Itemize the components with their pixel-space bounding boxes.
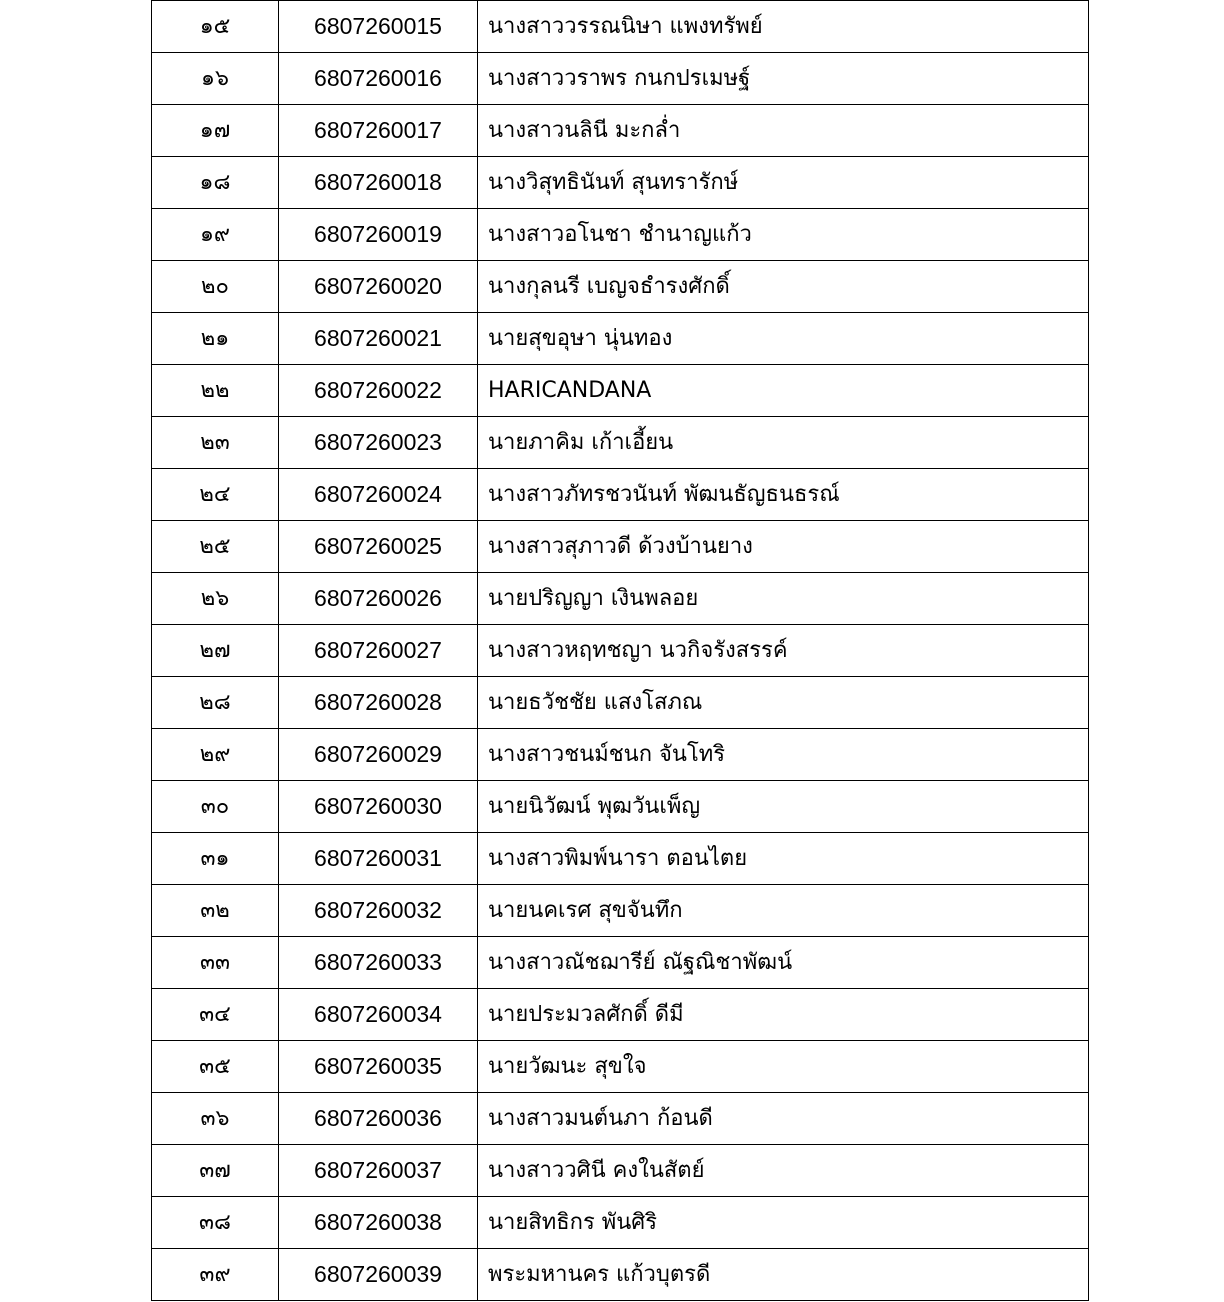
row-number-cell: ๒๖ bbox=[152, 573, 279, 625]
student-id-cell: 6807260038 bbox=[279, 1197, 478, 1249]
row-number-cell: ๒๕ bbox=[152, 521, 279, 573]
row-number-cell: ๑๖ bbox=[152, 53, 279, 105]
full-name-cell: นางสาวณัชฌารีย์ ณัฐณิชาพัฒน์ bbox=[478, 937, 1089, 989]
student-id-cell: 6807260032 bbox=[279, 885, 478, 937]
table-row bbox=[152, 937, 1089, 989]
full-name-cell: นางสาวพิมพ์นารา ตอนไตย bbox=[478, 833, 1089, 885]
row-number-cell: ๓๕ bbox=[152, 1041, 279, 1093]
full-name-cell: นายสุขอุษา นุ่นทอง bbox=[478, 313, 1089, 365]
table-row bbox=[152, 365, 1089, 417]
row-number-cell: ๓๖ bbox=[152, 1093, 279, 1145]
student-id-cell: 6807260037 bbox=[279, 1145, 478, 1197]
table-row bbox=[152, 53, 1089, 105]
row-number-cell: ๒๓ bbox=[152, 417, 279, 469]
row-number-cell: ๒๙ bbox=[152, 729, 279, 781]
full-name-cell: นางวิสุทธินันท์ สุนทรารักษ์ bbox=[478, 157, 1089, 209]
student-id-cell: 6807260039 bbox=[279, 1249, 478, 1301]
full-name-cell: นางกุลนรี เบญจธำรงศักดิ์ bbox=[478, 261, 1089, 313]
table-row bbox=[152, 1197, 1089, 1249]
full-name-cell: นายวัฒนะ สุขใจ bbox=[478, 1041, 1089, 1093]
student-id-cell: 6807260031 bbox=[279, 833, 478, 885]
full-name-cell: HARICANDANA bbox=[478, 365, 1089, 417]
table-row bbox=[152, 157, 1089, 209]
row-number-cell: ๒๐ bbox=[152, 261, 279, 313]
full-name-cell: นายภาคิม เก้าเอี้ยน bbox=[478, 417, 1089, 469]
student-id-cell: 6807260019 bbox=[279, 209, 478, 261]
table-row bbox=[152, 261, 1089, 313]
participant-table-body bbox=[152, 1, 1089, 1301]
student-id-cell: 6807260022 bbox=[279, 365, 478, 417]
full-name-cell: พระมหานคร แก้วบุตรดี bbox=[478, 1249, 1089, 1301]
full-name-cell: นางสาวชนม์ชนก จันโทริ bbox=[478, 729, 1089, 781]
full-name-cell: นายนคเรศ สุขจันทึก bbox=[478, 885, 1089, 937]
student-id-cell: 6807260035 bbox=[279, 1041, 478, 1093]
table-row bbox=[152, 885, 1089, 937]
full-name-cell: นายปริญญา เงินพลอย bbox=[478, 573, 1089, 625]
student-id-cell: 6807260034 bbox=[279, 989, 478, 1041]
row-number-cell: ๒๔ bbox=[152, 469, 279, 521]
student-id-cell: 6807260015 bbox=[279, 1, 478, 53]
row-number-cell: ๓๗ bbox=[152, 1145, 279, 1197]
table-row bbox=[152, 781, 1089, 833]
full-name-cell: นางสาวสุภาวดี ด้วงบ้านยาง bbox=[478, 521, 1089, 573]
row-number-cell: ๒๑ bbox=[152, 313, 279, 365]
full-name-cell: นางสาววศินี คงในสัตย์ bbox=[478, 1145, 1089, 1197]
row-number-cell: ๑๙ bbox=[152, 209, 279, 261]
student-id-cell: 6807260033 bbox=[279, 937, 478, 989]
student-id-cell: 6807260023 bbox=[279, 417, 478, 469]
student-id-cell: 6807260021 bbox=[279, 313, 478, 365]
table-row bbox=[152, 1093, 1089, 1145]
student-id-cell: 6807260025 bbox=[279, 521, 478, 573]
table-row bbox=[152, 313, 1089, 365]
student-id-cell: 6807260029 bbox=[279, 729, 478, 781]
row-number-cell: ๑๘ bbox=[152, 157, 279, 209]
table-row bbox=[152, 521, 1089, 573]
student-id-cell: 6807260026 bbox=[279, 573, 478, 625]
full-name-cell: นายธวัชชัย แสงโสภณ bbox=[478, 677, 1089, 729]
full-name-cell: นางสาววราพร กนกปรเมษฐ์ bbox=[478, 53, 1089, 105]
row-number-cell: ๑๕ bbox=[152, 1, 279, 53]
table-row bbox=[152, 1041, 1089, 1093]
table-row bbox=[152, 1249, 1089, 1301]
student-id-cell: 6807260024 bbox=[279, 469, 478, 521]
row-number-cell: ๒๒ bbox=[152, 365, 279, 417]
table-row bbox=[152, 833, 1089, 885]
row-number-cell: ๓๙ bbox=[152, 1249, 279, 1301]
full-name-cell: นายสิทธิกร พันศิริ bbox=[478, 1197, 1089, 1249]
full-name-cell: นางสาวภัทรชวนันท์ พัฒนธัญธนธรณ์ bbox=[478, 469, 1089, 521]
table-row bbox=[152, 573, 1089, 625]
student-id-cell: 6807260027 bbox=[279, 625, 478, 677]
table-row bbox=[152, 209, 1089, 261]
table-row bbox=[152, 469, 1089, 521]
table-row bbox=[152, 625, 1089, 677]
student-id-cell: 6807260020 bbox=[279, 261, 478, 313]
participant-table bbox=[151, 0, 1089, 1301]
row-number-cell: ๓๐ bbox=[152, 781, 279, 833]
table-row bbox=[152, 1, 1089, 53]
row-number-cell: ๒๘ bbox=[152, 677, 279, 729]
full-name-cell: นางสาวหฤทชญา นวกิจรังสรรค์ bbox=[478, 625, 1089, 677]
table-row bbox=[152, 105, 1089, 157]
full-name-cell: นางสาวอโนชา ชำนาญแก้ว bbox=[478, 209, 1089, 261]
student-id-cell: 6807260028 bbox=[279, 677, 478, 729]
row-number-cell: ๓๑ bbox=[152, 833, 279, 885]
row-number-cell: ๓๔ bbox=[152, 989, 279, 1041]
student-id-cell: 6807260036 bbox=[279, 1093, 478, 1145]
full-name-cell: นายประมวลศักดิ์ ดีมี bbox=[478, 989, 1089, 1041]
row-number-cell: ๓๒ bbox=[152, 885, 279, 937]
row-number-cell: ๓๓ bbox=[152, 937, 279, 989]
row-number-cell: ๑๗ bbox=[152, 105, 279, 157]
full-name-cell: นายนิวัฒน์ พุฒวันเพ็ญ bbox=[478, 781, 1089, 833]
student-id-cell: 6807260030 bbox=[279, 781, 478, 833]
student-id-cell: 6807260018 bbox=[279, 157, 478, 209]
student-id-cell: 6807260016 bbox=[279, 53, 478, 105]
table-row bbox=[152, 989, 1089, 1041]
table-row bbox=[152, 729, 1089, 781]
full-name-cell: นางสาวนลินี มะกล่ำ bbox=[478, 105, 1089, 157]
table-row bbox=[152, 677, 1089, 729]
student-id-cell: 6807260017 bbox=[279, 105, 478, 157]
full-name-cell: นางสาววรรณนิษา แพงทรัพย์ bbox=[478, 1, 1089, 53]
full-name-cell: นางสาวมนต์นภา ก้อนดี bbox=[478, 1093, 1089, 1145]
row-number-cell: ๒๗ bbox=[152, 625, 279, 677]
row-number-cell: ๓๘ bbox=[152, 1197, 279, 1249]
table-row bbox=[152, 417, 1089, 469]
table-row bbox=[152, 1145, 1089, 1197]
